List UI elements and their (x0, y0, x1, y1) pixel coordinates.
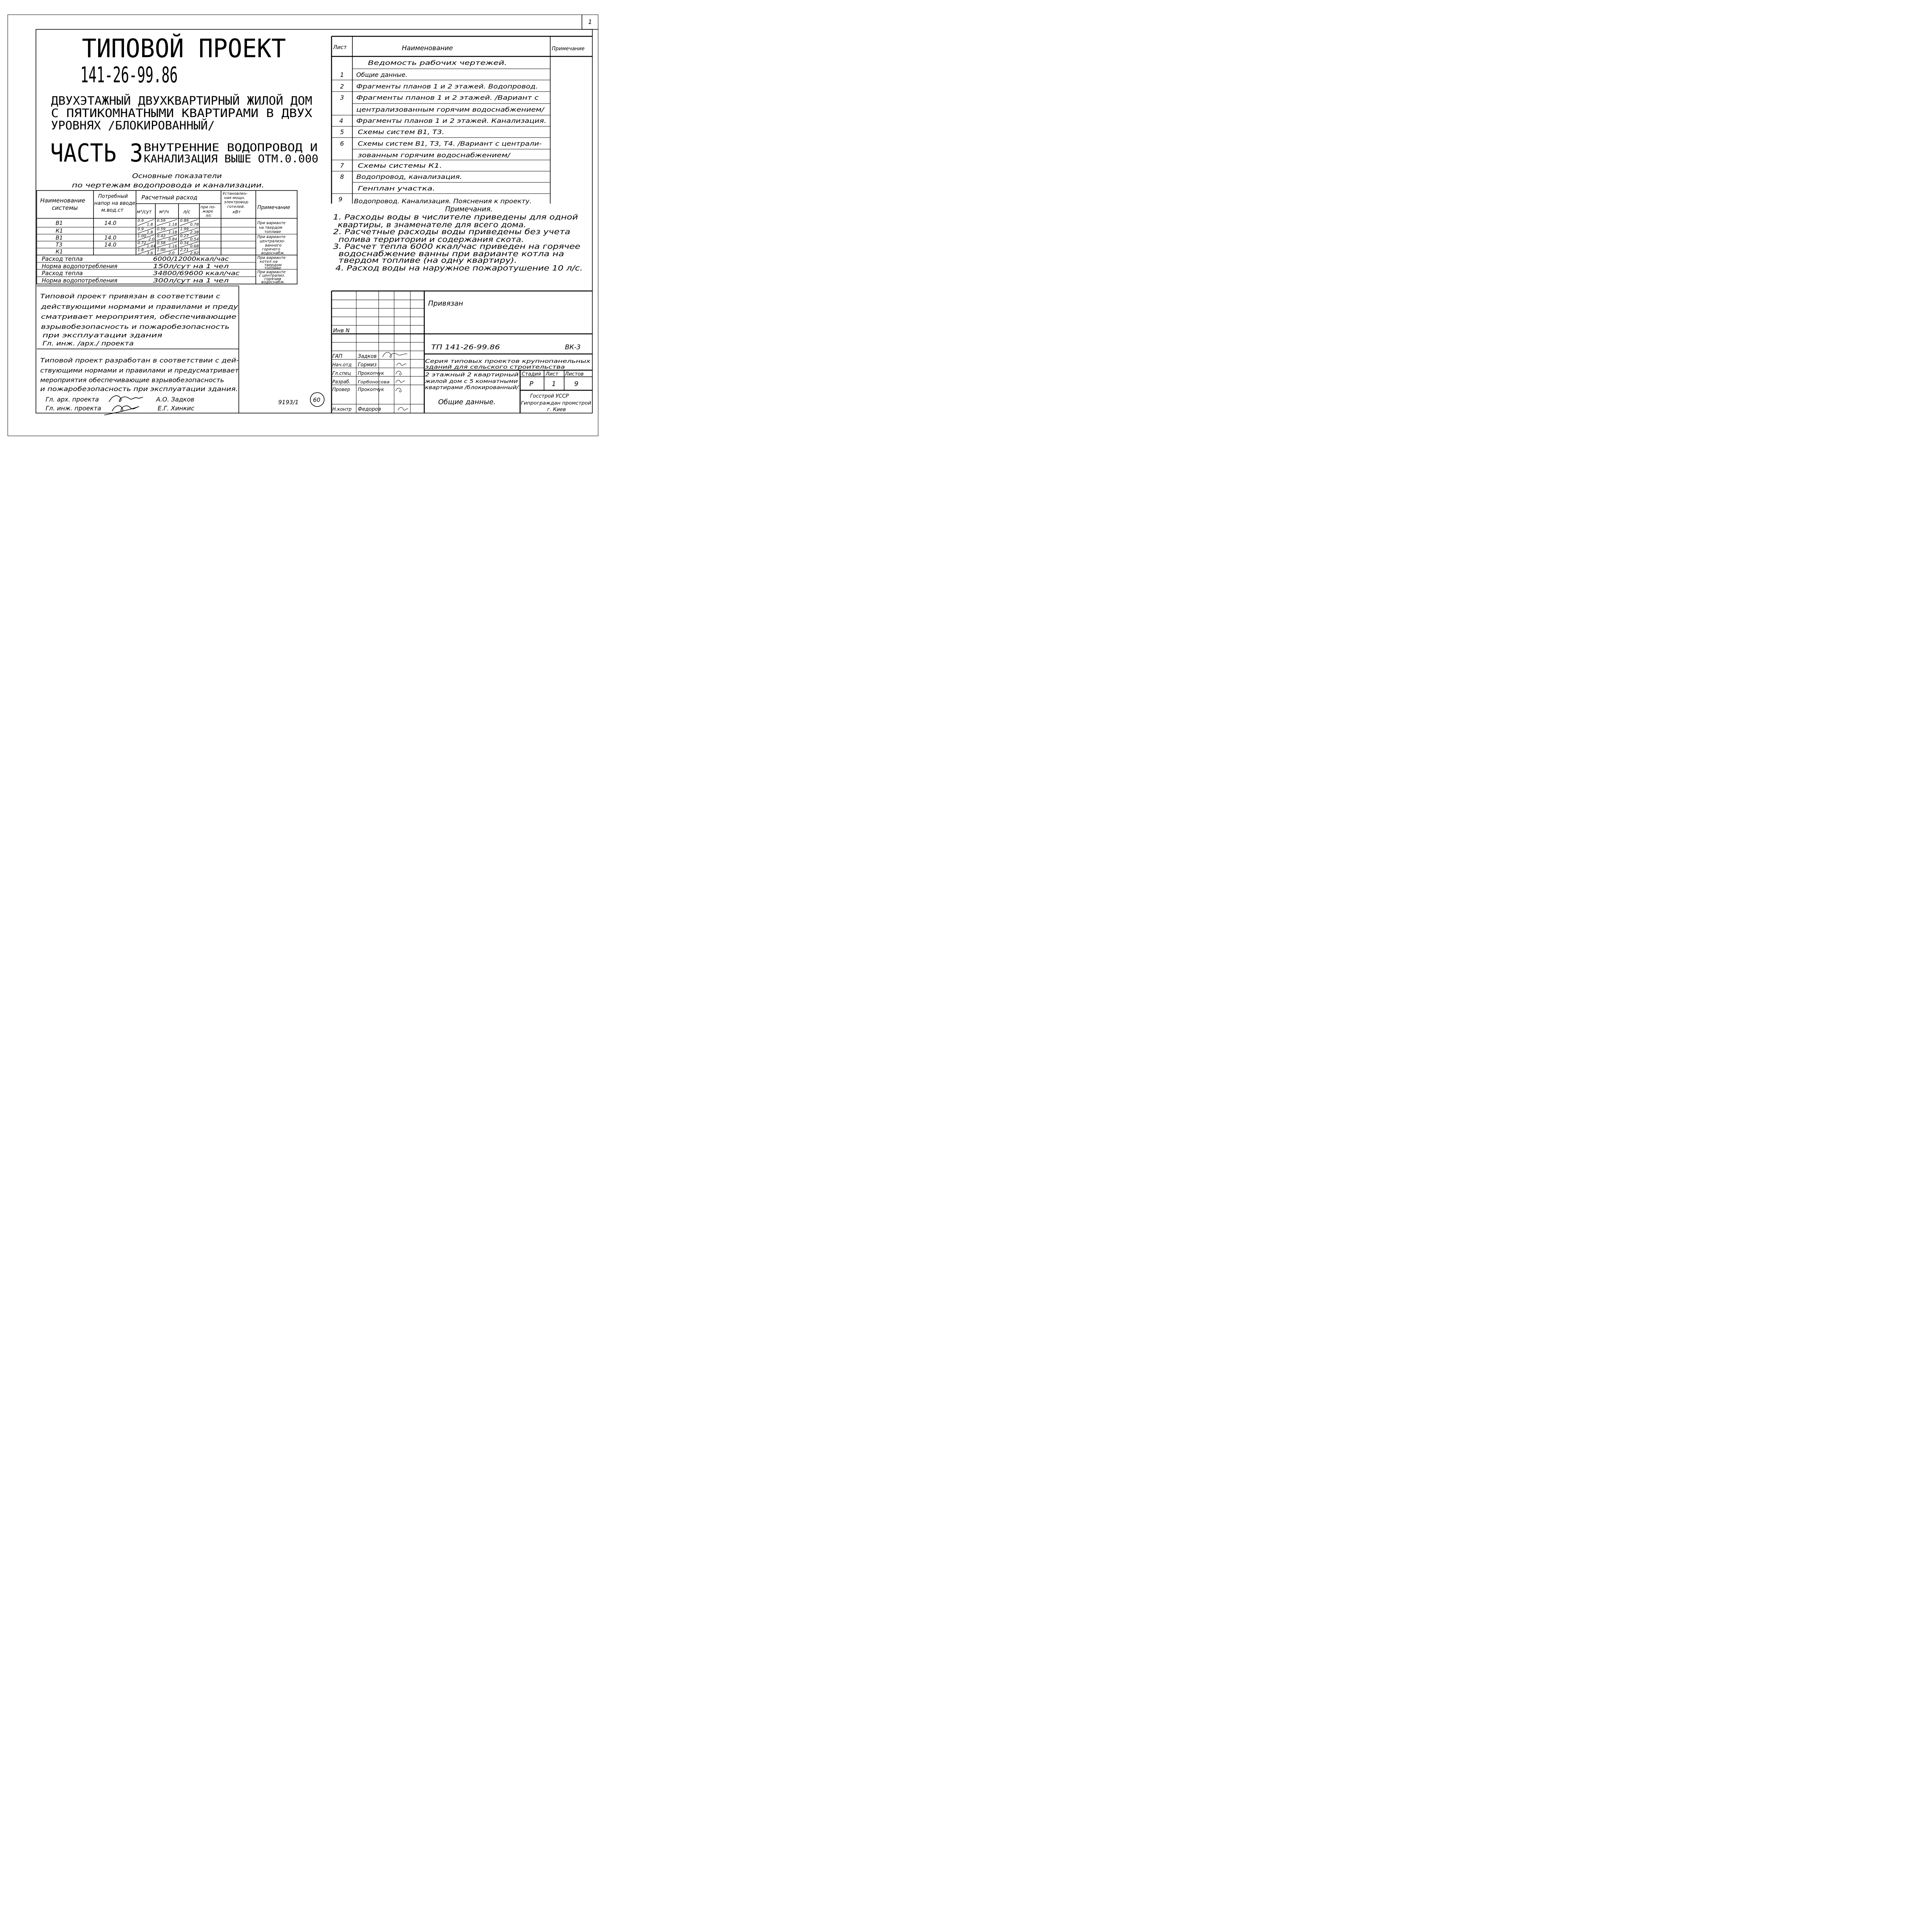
note-4: 4. Расход воды на наружное пожаротушение 10 л/с. (335, 264, 583, 272)
hdr-flow: Расчетный расход (141, 194, 197, 201)
tb-code: ТП 141-26-99.86 (431, 344, 500, 351)
tb-building-3: квартирами /блокированный/ (425, 385, 519, 391)
extra-note-6: с централиз. (259, 274, 285, 278)
tb-name-6: Федоров (358, 407, 381, 412)
extra-note-5: При варианте (257, 270, 286, 274)
developed-line-3: мероприятия обеспечивающие взрывобезопасность (40, 376, 224, 384)
tb-org-2: Гипрограждан промстрой (521, 400, 592, 406)
sl-row-9-text: Схемы системы К1. (358, 162, 442, 169)
row-2-m3d-den: 1.8 (147, 230, 153, 235)
extra-note-7: горячим (264, 277, 281, 281)
chief-engineer-role: Гл. инж. проекта (46, 405, 101, 412)
indicators-rows (56, 219, 199, 255)
tb-org-3: г. Киев (547, 407, 566, 413)
row-3-m3d-den: 2.0 (148, 237, 155, 242)
note-1: 1. Расходы воды в числителе приведены для одной (333, 213, 578, 221)
sl-row-2-n: 2 (340, 83, 344, 90)
note-2: 2. Расчетные расходы воды приведены без учета (333, 228, 570, 236)
tb-role-1: ГАП (332, 354, 342, 359)
row-1-m3h-num: 0.59 (157, 219, 166, 223)
row-1-pressure: 14.0 (104, 220, 117, 226)
row-2-m3h-den: 1.18 (168, 230, 177, 235)
tb-role-5: Провер (332, 387, 350, 392)
sl-row-7-n: 6 (340, 140, 344, 147)
tb-name-5: Прокопчук (358, 387, 384, 392)
tb-signature-4 (396, 380, 405, 383)
row-4-m3h-num: 0.58 (157, 241, 166, 245)
hdr-ls: л/с (183, 209, 190, 214)
extra-1-value: 6000/12000ккал/час (153, 255, 229, 262)
desc-line-2: С ПЯТИКОМНАТНЫМИ КВАРТИРАМИ В ДВУХ (51, 107, 312, 120)
sl-row-11-text: Генплан участка. (358, 185, 435, 192)
indicators-heading-1: Основные показатели (132, 172, 222, 180)
row-2-ls-den: 2.38 (190, 230, 199, 235)
chief-architect-name: А.О. Задков (156, 396, 194, 403)
extra-4-label: Норма водопотребления (42, 277, 117, 284)
sl-row-2-text: Фрагменты планов 1 и 2 этажей. Водопровод. (356, 83, 538, 90)
tb-signature-2 (396, 363, 406, 366)
sheet-list-col-note: Примечание (552, 46, 585, 52)
drawing-sheet (0, 0, 606, 446)
row-4-ls-num: 0.34 (180, 241, 189, 245)
extra-note-8: водоснабж. (261, 280, 285, 284)
note-3: 3. Расчет тепла 6000 ккал/час приведен на горячее (333, 242, 580, 251)
project-code: 141-26-99.86 (80, 63, 178, 88)
tb-bound: Привязан (428, 299, 463, 308)
tb-role-6: Н.контр (332, 407, 352, 412)
notes-heading: Примечания. (445, 205, 493, 213)
chief-architect-role: Гл. арх. проекта (46, 396, 99, 403)
hdr-name-1: Наименование (40, 197, 85, 204)
tb-sheets: 9 (574, 380, 578, 388)
extra-4-value: 300л/сут на 1 чел (153, 277, 229, 284)
row-3-pressure: 14.0 (104, 235, 117, 241)
chief-engineer-name: Е.Г. Хинкис (158, 405, 194, 412)
row-3-ls-den: 0.54 (190, 237, 199, 242)
row-5-m3h-den: 2.0 (168, 251, 175, 255)
indicators-heading-2: по чертежам водопровода и канализации. (72, 182, 264, 189)
row-1-ls-num: 0.89 (180, 219, 189, 223)
sl-row-1-n: 1 (340, 71, 344, 78)
developed-line-1: Типовой проект разработан в соответствии с дей- (40, 357, 239, 364)
sl-row-6-text: Схемы систем В1, Т3. (358, 128, 444, 136)
tb-signature-3 (396, 371, 401, 375)
hdr-power-4: готелей. (227, 205, 245, 209)
developed-line-4: и пожаробезопасность при эксплуатации здания. (40, 385, 238, 393)
hdr-pressure-2: напор на вводе, (94, 201, 137, 206)
sheet-list-col-name: Наименование (402, 44, 453, 52)
sl-row-10-n: 8 (340, 173, 344, 180)
tb-series-1: Серия типовых проектов крупнопанельных (425, 359, 591, 364)
note-1b: квартиры, в знаменателе для всего дома. (338, 221, 526, 229)
sl-row-10-text: Водопровод, канализация. (356, 173, 462, 180)
note-r-6: ванного (265, 243, 282, 248)
sheet-list-col-sheet: Лист (333, 44, 347, 51)
row-4-m3h-den: 1.16 (168, 244, 177, 248)
extra-1-label: Расход тепла (42, 255, 83, 262)
row-5-ls-num: 2.21 (180, 248, 189, 252)
tb-role-4: Разраб. (332, 379, 351, 384)
note-r-3: топливе (264, 230, 281, 234)
row-1-m3d-num: 0.9 (138, 219, 144, 223)
note-r-4: При варианте (257, 235, 286, 239)
note-r-5: централизо- (260, 239, 285, 243)
row-1-ls-den: 0.78 (190, 223, 199, 227)
tb-building-2: жилой дом с 5 комнатными (424, 379, 518, 384)
chief-architect-signature (109, 396, 143, 402)
binding-line-3: сматривает мероприятия, обеспечивающие (41, 313, 237, 320)
hdr-power-2: ная мощн. (224, 196, 245, 200)
hdr-power-3: электровод- (224, 200, 249, 204)
tb-name-4: Горбоносова (358, 379, 390, 384)
tb-role-2: Нач.отд (332, 362, 352, 367)
tb-sheet: 1 (552, 380, 556, 388)
tb-sheets-label: Листов (565, 371, 584, 377)
note-r-2: на твердом (259, 226, 282, 230)
developed-line-2: ствующими нормами и правилами и предусматривает (40, 367, 239, 374)
stamp-number: 9193/1 (278, 399, 299, 406)
sl-row-3-n: 3 (340, 94, 344, 101)
tb-name-2: Гормиз (358, 362, 377, 368)
sl-row-8-text: зованным горячим водоснабжением/ (358, 151, 511, 159)
extra-note-4: топливе (264, 266, 281, 270)
row-2-m3h-num: 0.59 (157, 227, 166, 231)
extra-note-1: При варианте (257, 256, 286, 260)
sl-row-5-text: Фрагменты планов 1 и 2 этажей. Канализация. (356, 117, 546, 124)
row-5-m3d-num: 1.8 (138, 248, 144, 252)
extra-2-label: Норма водопотребления (42, 263, 117, 270)
note-r-8: водоснабж. (261, 251, 285, 255)
sl-row-3-text: Фрагменты планов 1 и 2 этажей. /Вариант с (356, 94, 539, 101)
extra-3-label: Расход тепла (42, 270, 83, 277)
tb-mark: ВК-3 (565, 344, 581, 351)
extra-note-3: твердом (264, 263, 282, 267)
row-4-name: Т3 (56, 242, 63, 248)
note-r-7: горячего (262, 247, 281, 252)
sl-row-1-text: Общие данные. (356, 71, 408, 78)
hdr-note: Примечание (257, 205, 290, 211)
sl-row-12-n: 9 (338, 196, 343, 203)
row-3-m3h-den: 0.84 (168, 237, 177, 242)
row-4-m3d-num: 0.72 (138, 241, 146, 245)
extra-2-value: 150л/сут на 1 чел (153, 263, 229, 270)
tb-doc-name: Общие данные. (438, 398, 496, 406)
tb-stage: Р (529, 380, 534, 388)
hdr-power-5: кВт (233, 209, 241, 214)
tb-stage-label: Стадия (522, 371, 541, 377)
binding-line-1: Типовой проект привязан в соответствии с (40, 293, 221, 300)
tb-name-3: Прокопчук (358, 371, 384, 376)
tb-name-1: Задков (358, 354, 377, 359)
row-3-m3d-num: 1.00 (138, 234, 146, 238)
row-5-m3d-den: 3.6 (147, 251, 153, 255)
tb-signature-5 (396, 388, 401, 392)
row-2-name: К1 (56, 228, 63, 234)
row-1-m3d-den: 1.8 (147, 223, 153, 227)
row-5-m3h-num: 1.00 (157, 248, 166, 252)
sl-row-7-text: Схемы систем В1, Т3, Т4. /Вариант с централи- (358, 140, 542, 147)
chief-engineer-signature (104, 406, 139, 415)
hdr-pressure-1: Потребный (98, 194, 128, 199)
row-4-m3d-den: 1.44 (147, 244, 156, 248)
row-3-ls-num: 0.27 (180, 234, 189, 238)
note-r-1: При варианте (257, 221, 286, 225)
row-1-m3h-den: 1.18 (168, 223, 177, 227)
tb-roles (332, 354, 389, 412)
sl-row-4-text: централизованным горячим водоснабжением/ (356, 106, 545, 113)
circle-number: 60 (313, 396, 321, 403)
sheet-number: 1 (588, 18, 592, 26)
extra-3-value: 34800/69600 ккал/час (153, 270, 240, 277)
row-4-pressure: 14.0 (104, 242, 117, 248)
binding-line-6: Гл. инж. /арх./ проекта (43, 340, 134, 347)
row-2-m3d-num: 0.9 (138, 227, 144, 231)
tb-org-1: Госстрой УССР (530, 393, 569, 399)
sheet-list-rows (338, 71, 546, 205)
sl-row-12-text: Водопровод. Канализация. Пояснения к проекту. (354, 197, 532, 205)
binding-line-5: при эксплуатации здания (43, 332, 163, 339)
note-3b: водоснабжение ванны при варианте котла на (338, 250, 564, 258)
desc-line-3: УРОВНЯХ /БЛОКИРОВАННЫЙ/ (51, 119, 212, 133)
tb-series-2: зданий для сельского строительства (425, 364, 565, 370)
row-5-ls-den: 2.82 (190, 251, 199, 255)
hdr-m3day: м³/сут (137, 209, 152, 214)
tb-sheet-label: Лист (546, 371, 558, 377)
row-3-name: В1 (56, 235, 63, 241)
note-3c: твердом топливе (на одну квартиру). (338, 256, 517, 265)
sl-row-5-n: 4 (339, 117, 344, 124)
hdr-name-2: системы (52, 204, 78, 211)
hdr-fire-3: л/с (206, 214, 212, 218)
part-desc-1: ВНУТРЕННИЕ ВОДОПРОВОД И (144, 141, 318, 154)
tb-inv: Инв N (333, 328, 350, 334)
extra-note-2: котел на (260, 260, 278, 264)
note-2b: полива территории и содержания скота. (338, 235, 524, 244)
row-1-name: В1 (56, 220, 63, 226)
binding-line-2: действующими нормами и правилами и преду (40, 303, 238, 310)
hdr-m3h: м³/ч (159, 209, 169, 214)
sheet-list-header-row: Ведомость рабочих чертежей. (368, 59, 507, 66)
hdr-power-1: Установлен- (223, 192, 248, 196)
row-5-name: К1 (56, 249, 63, 255)
hdr-fire-1: при по- (201, 205, 216, 209)
tb-signature-6 (398, 407, 408, 410)
hdr-pressure-3: м.вод.ст (101, 208, 124, 213)
row-2-ls-num: 1.99 (180, 227, 189, 231)
binding-line-4: взрывобезопасность и пожаробезопасность (41, 323, 230, 330)
part-desc-2: КАНАЛИЗАЦИЯ ВЫШЕ ОТМ.0.000 (144, 152, 318, 165)
tb-role-3: Гл.спец (332, 371, 351, 376)
title-main: ТИПОВОЙ ПРОЕКТ (82, 34, 297, 63)
desc-line-1: ДВУХЭТАЖНЫЙ ДВУХКВАРТИРНЫЙ ЖИЛОЙ ДОМ (51, 94, 303, 108)
row-3-m3h-num: 0.42 (157, 234, 166, 238)
tb-building-1: 2 этажный 2 квартирный (425, 372, 519, 378)
part-word: ЧАСТЬ 3 (50, 139, 143, 168)
tb-signature-1 (383, 352, 407, 357)
sl-row-9-n: 7 (340, 162, 344, 169)
row-4-ls-den: 0.68 (190, 244, 199, 248)
hdr-fire-2: жаре (202, 209, 213, 214)
sl-row-6-n: 5 (340, 128, 344, 136)
